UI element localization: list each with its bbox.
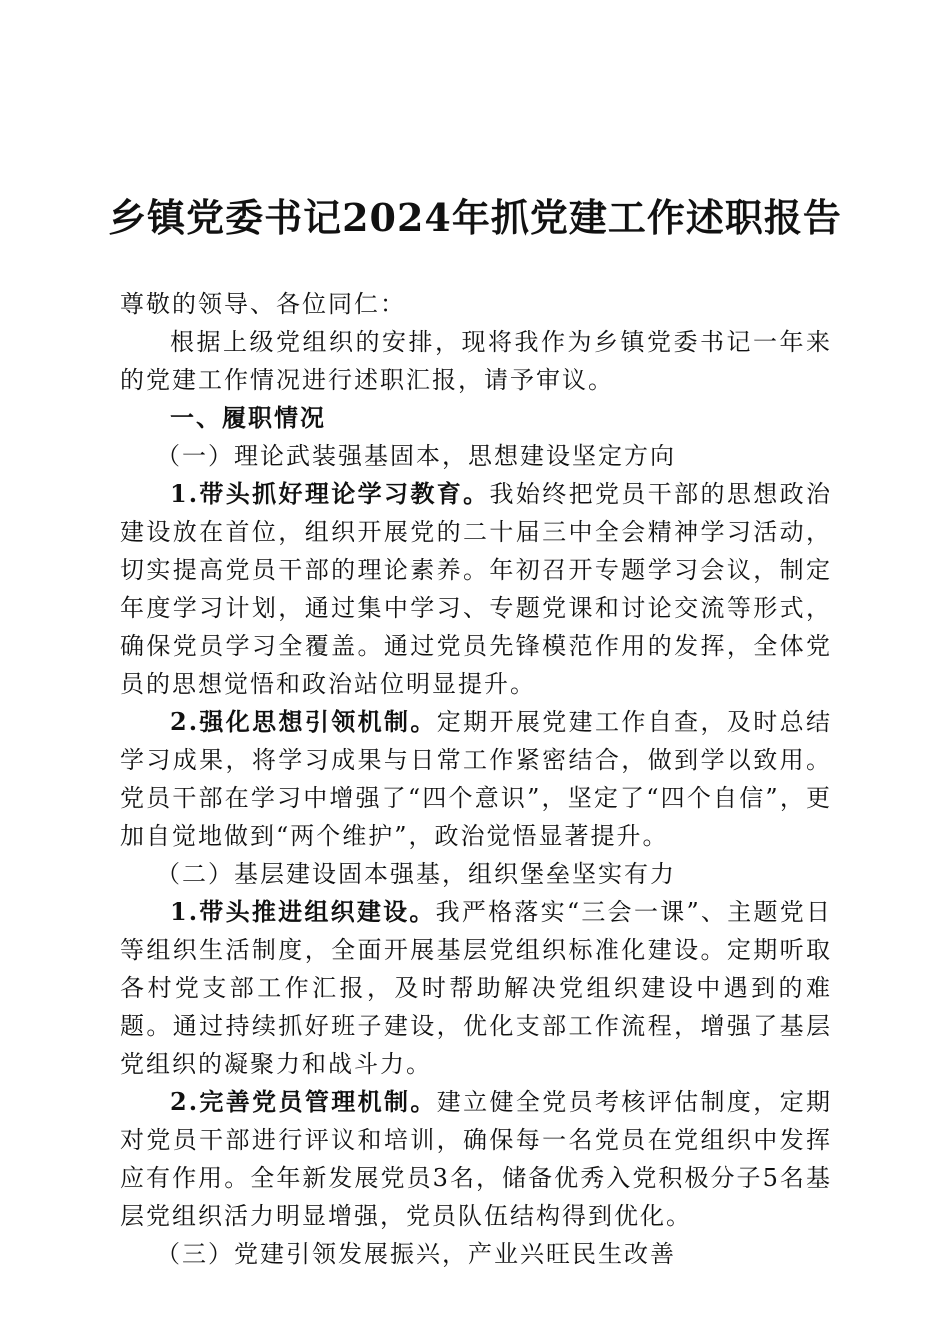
document-title: 乡镇党委书记2024年抓党建工作述职报告 [108,195,842,240]
item-body: 我始终把党员干部的思想政治建设放在首位，组织开展党的二十届三中全会精神学习活动，切实提高党员干部的理论素养。年初召开专题学习会议，制定年度学习计划，通过集中学习、专题党课和讨论交流等形式，确保党员学习全覆盖。通过党员先锋模范作用的发挥，全体党员的思想觉悟和政治站位明显提升。 [120,480,832,698]
subsection-heading-2: （二）基层建设固本强基，组织堡垒坚实有力 [156,860,676,888]
item-paragraph [120,475,832,703]
item-lead: 1.带头推进组织建设。 [170,897,436,926]
section-heading-1: 一、履职情况 [170,403,326,432]
item-lead: 1.带头抓好理论学习教育。 [170,479,490,508]
item-paragraph [120,1083,832,1235]
item-lead: 2.完善党员管理机制。 [170,1087,437,1116]
item-body: 我严格落实“三会一课”、主题党日等组织生活制度，全面开展基层党组织标准化建设。定期听取各村党支部工作汇报，及时帮助解决党组织建设中遇到的难题。通过持续抓好班子建设，优化支部工作流程，增强了基层党组织的凝聚力和战斗力。 [120,898,832,1078]
item-lead: 2.强化思想引领机制。 [170,707,437,736]
salutation: 尊敬的领导、各位同仁： [120,290,406,318]
item-paragraph [120,703,832,855]
item-paragraph [120,893,832,1083]
subsection-heading-1: （一）理论武装强基固本，思想建设坚定方向 [156,442,676,470]
item-body: 建立健全党员考核评估制度，定期对党员干部进行评议和培训，确保每一名党员在党组织中发挥应有作用。全年新发展党员3名，储备优秀入党积极分子5名基层党组织活力明显增强，党员队伍结构得到优化。 [120,1088,832,1230]
subsection-heading-3: （三）党建引领发展振兴，产业兴旺民生改善 [156,1240,676,1268]
item-body: 定期开展党建工作自查，及时总结学习成果，将学习成果与日常工作紧密结合，做到学以致用。党员干部在学习中增强了“四个意识”，坚定了“四个自信”，更加自觉地做到“两个维护”，政治觉悟显著提升。 [120,708,832,850]
document-body [120,285,832,1273]
intro-paragraph: 根据上级党组织的安排，现将我作为乡镇党委书记一年来的党建工作情况进行述职汇报，请予审议。 [120,328,832,394]
